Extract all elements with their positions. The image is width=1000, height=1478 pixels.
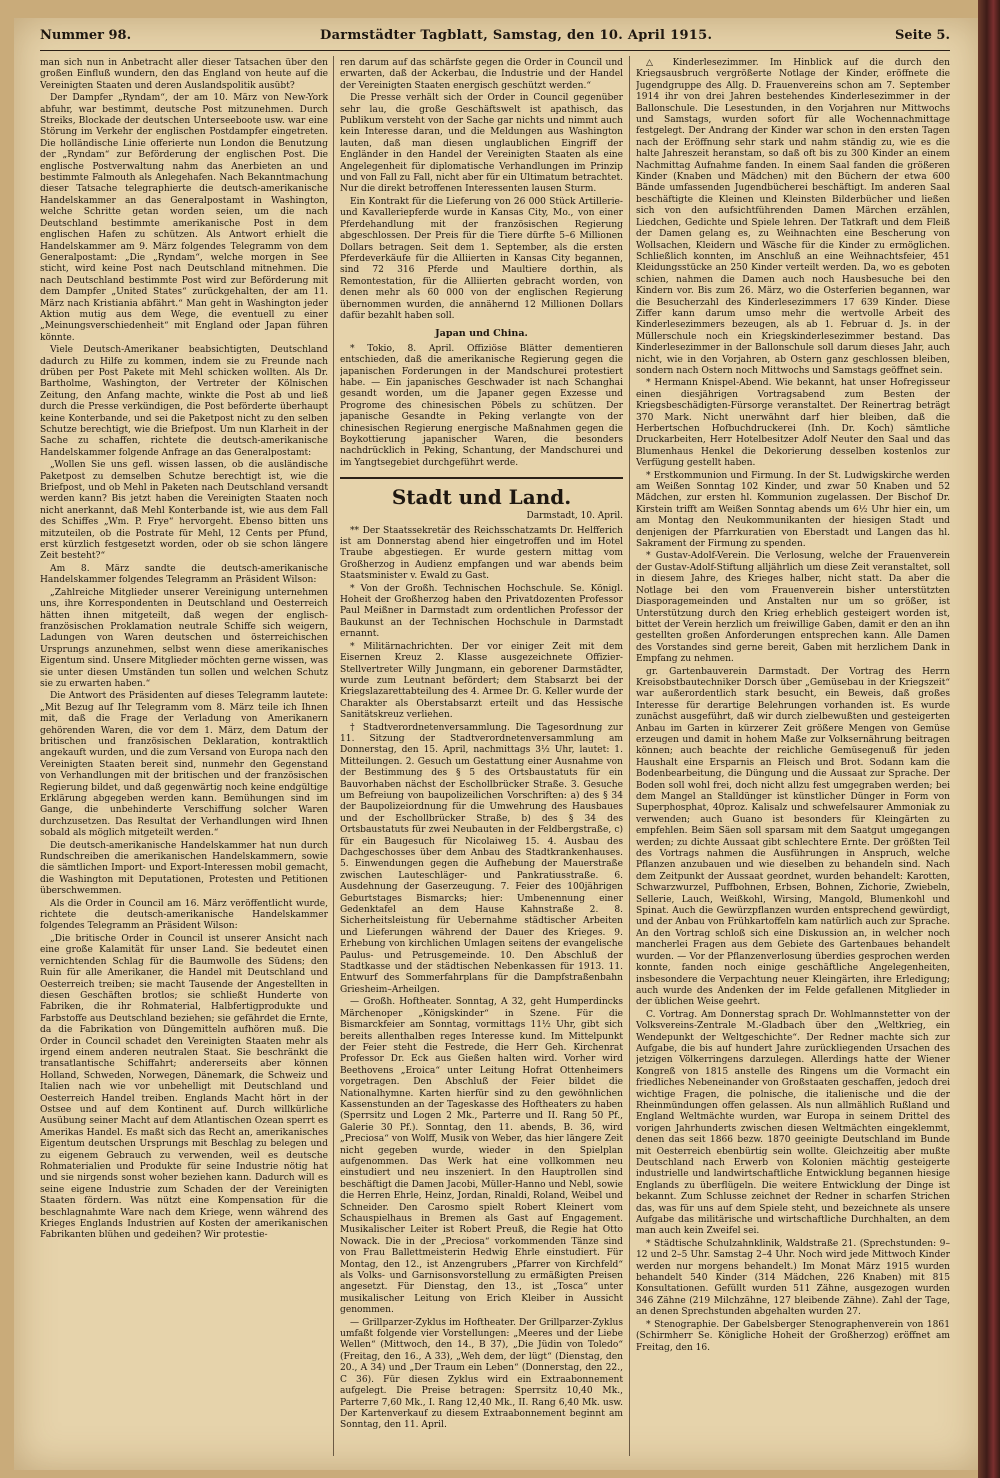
paragraph: ** Der Staatssekretär des Reichsschatzamts Dr. Helfferich ist am Donnerstag abend hier eingetroffen und im Hotel Traube abgestiegen. Er wurde gestern mittag vom Großherzog in Audienz empfangen und war abends beim Staatsminister v. Ewald zu Gast. bbox=[340, 525, 623, 582]
column-2 bbox=[340, 58, 623, 1453]
page-number: Seite 5. bbox=[895, 28, 950, 43]
paragraph: C. Vortrag. Am Donnerstag sprach Dr. Wohlmannstetter von der Volksvereins-Zentrale M.-Gladbach über den „Weltkrieg, ein Wendepunkt der Weltgeschichte“. Der Redner machte sich zur Aufgabe, die bis auf hundert Jahre zurückliegenden Ursachen des jetzigen Völkerringens darzulegen. Allerdings hatte der Wiener Kongreß von 1815 anstelle des Ringens um die Vormacht ein friedliches Nebeneinander von Großstaaten geschaffen, jedoch drei wichtige Fragen, die polnische, die italienische und die der Rheinmündungen offen gelassen. Als nun allmählich Rußland und England Weltmächte wurden, war Europa in seinem Drittel des vorigen Jahrhunderts zwischen diesen Weltmächten eingeklemmt, denen das seit 1866 bezw. 1870 geeinigte Deutschland im Bunde mit Oesterreich ebenbürtig sein wollte. Gleichzeitig aber mußte Deutschland nach Erwerb von Kolonien mächtig gesteigerte industrielle und landwirtschaftliche Entwicklung begannen hiesige Englands zu überflügeln. Die weitere Entwicklung der Dinge ist bekannt. Zum Schlusse zeichnet der Redner in scharfen Strichen das, was für uns auf dem Spiele steht, und bezeichnete als unsere Aufgabe das militärische und wirtschaftliche Durchhalten, an dem man auch kein Zweifel sei. bbox=[636, 1009, 950, 1237]
paragraph: △ Kinderlesezimmer. Im Hinblick auf die durch den Kriegsausbruch vergrößerte Notlage der Kinder, eröffnete die Jugendgruppe des Allg. D. Frauenvereins schon am 7. September 1914 ihr von drei Jahren bestehendes Kinderlesezimmer in der Ballonschule. Die Lesestunden, in den Vorjahren nur Mittwochs und Samstags, wurden sofort für alle Wochennachmittage festgelegt. Der Andrang der Kinder war schon in den ersten Tagen nach der Eröffnung sehr stark und nahm ständig zu, wie es die halte Jahreszeit heranstam, so daß oft bis zu 300 Kinder an einem Nachmittag Aufnahme fanden. In einem Saal fanden die größeren Kinder (Knaben und Mädchen) mit den Büchern der etwa 600 Bände umfassenden Jugendbücherei beschäftigt. Im anderen Saal beschäftigte die Kleinen und Kleinsten Bilderbücher und ließen sich von den aufsichtführenden Damen Märchen erzählen, Liedchen, Gedichte und Spiele lehren. Der Tatkraft und dem Fleiß der Damen gelang es, zu Weihnachten eine Bescherung von Wollsachen, Kleidern und Wäsche für die Kinder zu ermöglichen. Schließlich konnten, im Anschluß an eine Weihnachtsfeier, 451 Kleidungsstücke an 250 Kinder verteilt werden. Da, wo es geboten schien, nahmen die Damen auch noch Hausbesuche bei den Kindern vor. Bis zum 26. März, wo die Osterferien begannen, war die Besucherzahl des Kinderlesezimmers 17 639 Kinder. Diese Ziffer kann darum umso mehr die wertvolle Arbeit des Kinderlesezimmers bezeugen, als ab 1. Februar d. Js. in der Müllerschule noch ein Kriegskinderlesezimmer bestand. Das Kinderlesezimmer in der Ballonschule soll darum dieses Jahr, auch nicht, wie in den Vorjahren, ab Ostern ganz geschlossen bleiben, sondern nach Ostern noch Mittwochs und Samstags geöffnet sein. bbox=[636, 58, 950, 376]
masthead: Darmstädter Tagblatt, Samstag, den 10. April 1915. bbox=[320, 28, 713, 43]
paragraph: * Von der Großh. Technischen Hochschule. Se. Königl. Hoheit der Großherzog haben den Privatdozenten Professor Paul Meißner in Darmstadt zum ordentlichen Professor der Baukunst an der Technischen Hochschule in Darmstadt ernannt. bbox=[340, 583, 623, 640]
column-1 bbox=[40, 58, 328, 1453]
page-header bbox=[40, 28, 950, 51]
book-spine bbox=[978, 0, 1000, 1478]
section-heading-stadt-und-land: Stadt und Land. bbox=[340, 477, 623, 509]
paragraph: * Gustav-Adolf-Verein. Die Verlosung, welche der Frauenverein der Gustav-Adolf-Stiftung alljährlich um diese Zeit veranstaltet, soll in diesem Jahre, des Krieges halber, nicht statt. Da aber die Notlage bei den vom Frauenverein bisher unterstützten Diasporagemeinden und Anstalten nur um so größer, ist Unterstützung durch den Krieg erheblich gesteigert worden ist, bittet der Verein herzlich um freiwillige Gaben, damit er den an ihn gestellten großen Anforderungen entsprechen kann. Alle Damen des Vorstandes sind gerne bereit, Gaben mit herzlichem Dank in Empfang zu nehmen. bbox=[636, 551, 950, 665]
paragraph: — Grillparzer-Zyklus im Hoftheater. Der Grillparzer-Zyklus umfaßt folgende vier Vorstellungen: „Meeres und der Liebe Wellen“ (Mittwoch, den 14., B 37), „Die Jüdin von Toledo“ (Freitag, den 16., A 33), „Weh dem, der lügt“ (Dienstag, den 20., A 34) und „Der Traum ein Leben“ (Donnerstag, den 22., C 36). Für diesen Zyklus wird ein Extraabonnement aufgelegt. Die Preise betragen: Sperrsitz 10,40 Mk., Parterre 7,60 Mk., I. Rang 12,40 Mk., II. Rang 6,40 Mk. usw. Der Kartenverkauf zu diesem Extraabonnement beginnt am Sonntag, den 11. April. bbox=[340, 1317, 623, 1431]
paragraph: Der Dampfer „Ryndam“, der am 10. März von New-York abfuhr, war bestimmt, deutsche Post mitzunehmen. Durch Streiks, Blockade der deutschen Unterseeboote usw. war eine Störung im Verkehr der englischen Postdampfer eingetreten. Die holländische Linie offerierte nun London die Benutzung der „Ryndam“ zur Beförderung der englischen Post. Die englische Postverwaltung nahm das Anerbieten an und bestimmte Falmouth als Anlegehafen. Nach Bekanntmachung dieser Tatsache telegraphierte die deutsch-amerikanische Handelskammer an das Generalpostamt in Washington, welche Schritte getan worden seien, um die nach Deutschland bestimmte amerikanische Post in dem englischen Hafen zu schützen. Als Antwort erhielt die Handelskammer am 9. März folgendes Telegramm von dem Generalpostamt: „Die „Ryndam“, welche morgen in See sticht, wird keine Post nach Deutschland mitnehmen. Die nach Deutschland bestimmte Post wird zur Beförderung mit dem Dampfer „United States“ zurückgehalten, der am 11. März nach Kristiania abfährt.“ Man geht in Washington jeder Aktion mutig aus dem Wege, die eventuell zu einer „Meinungsverschiedenheit“ mit England oder Japan führen könnte. bbox=[40, 93, 328, 343]
column-rule bbox=[629, 56, 630, 1456]
column-rule bbox=[333, 56, 334, 1456]
paragraph: Die Antwort des Präsidenten auf dieses Telegramm lautete: „Mit Bezug auf Ihr Telegramm vom 8. März teile ich Ihnen mit, daß die Frage der Verladung von Amerikanern gehörenden Waren, die vor dem 1. März, dem Datum der britischen und französischen Deklaration, kontraktlich angekauft wurden, und die zum Versand von Europa nach den Vereinigten Staaten bereit sind, nunmehr den Gegenstand von Verhandlungen mit der britischen und der französischen Regierung bildet, und daß gegenwärtig noch keine endgültige Erklärung abgegeben werden kann. Bemühungen sind im Gange, die unbehinderte Verschiffung solcher Waren durchzusetzen. Das Resultat der Verhandlungen wird Ihnen sobald als möglich mitgeteilt werden.“ bbox=[40, 691, 328, 839]
paragraph: ren darum auf das schärfste gegen die Order in Council und erwarten, daß der Ackerbau, die Industrie und der Handel der Vereinigten Staaten energisch geschützt werden.“ bbox=[340, 58, 623, 91]
paragraph: † Stadtverordnetenversammlung. Die Tagesordnung zur 11. Sitzung der Stadtverordnetenversammlung am Donnerstag, den 15. April, nachmittags 3½ Uhr, lautet: 1. Mitteilungen. 2. Gesuch um Gestattung einer Ausnahme von der Bestimmung des § 5 des Ortsbaustatuts für ein Bauvorhaben nächst der Eschollbrücker Straße. 3. Gesuche um Befreiung von baupolizeilichen Vorschriften: a) des § 34 der Baupolizeiordnung für die Umwehrung des Hausbaues und der Eschollbrücker Straße, b) des § 34 des Ortsbaustatuts für zwei Neubauten in der Feldbergstraße, c) für ein Baugesuch für Nicolaiweg 15. 4. Ausbau des Dachgeschosses über dem Anbau des Stadtkrankenhauses. 5. Einwendungen gegen die Aufhebung der Mauerstraße zwischen Lauteschläger- und Pankratiusstraße. 6. Ausdehnung der Gaserzeugung. 7. Feier des 100jährigen Geburtstages Bismarcks; hier: Umbenennung einer Gedenktafel an dem Hause Kahnstraße 2. 8. Sicherheitsleistung für Uebernahme städtischer Arbeiten und Lieferungen während der Dauer des Krieges. 9. Erhebung von kirchlichen Umlagen seitens der evangelische Paulus- und Petrusgemeinde. 10. Den Abschluß der Stadtkasse und der städtischen Nebenkassen für 1913. 11. Entwurf des Sommerfahrplans für die Dampfstraßenbahn Griesheim–Arheilgen. bbox=[340, 722, 623, 995]
paragraph: Als die Order in Council am 16. März veröffentlicht wurde, richtete die deutsch-amerikanische Handelskammer folgendes Telegramm an Präsident Wilson: bbox=[40, 898, 328, 932]
paragraph: * Erstkommunion und Firmung. In der St. Ludwigskirche werden am Weißen Sonntag 102 Kinder, und zwar 50 Knaben und 52 Mädchen, zur ersten hl. Kommunion zugelassen. Der Bischof Dr. Kirstein trifft am Weißen Sonntag abends um 6½ Uhr hier ein, um am Montag den Neukommunikanten der hiesigen Stadt und denjenigen der Pfarrkuratien von Eberstadt und Langen das hl. Sakrament der Firmung zu spenden. bbox=[636, 470, 950, 550]
paragraph: gr. Gartenbauverein Darmstadt. Der Vortrag des Herrn Kreisobstbautechniker Dorsch über „Gemüsebau in der Kriegszeit“ war außerordentlich stark besucht, ein Beweis, daß großes Interesse für derartige Belehrungen vorhanden ist. Es wurde zunächst ausgeführt, daß wir durch zielbewußten und gesteigerten Anbau im Garten in kürzerer Zeit größere Mengen von Gemüse erzeugen und damit in hohem Maße zur Volksernährung beitragen können; auch beachte der reichliche Gemüsegenuß für jeden Haushalt eine Ersparnis an Fleisch und Brot. Sodann kam die Bodenbearbeitung, die Düngung und die Aussaat zur Sprache. Der Boden soll wohl frei, doch nicht allzu fest umgegraben werden; bei dem Mangel an Stalldünger ist künstlicher Dünger in Form von Superphosphat, 40proz. Kalisalz und schwefelsaurer Ammoniak zu verwenden; auch Guano ist besonders für Kleingärten zu empfehlen. Beim Säen soll sparsam mit dem Saatgut umgegangen werden; zu dichte Aussaat gibt schlechtere Ernte. Der größten Teil des Vortrags nahmen die Ausführungen in Anspruch, welche Pflanzen anzubauen und wie dieselben zu behandeln sind. Nach dem Zeitpunkt der Aussaat geordnet, wurden behandelt: Karotten, Schwarzwurzel, Puffbohnen, Erbsen, Bohnen, Zichorie, Zwiebeln, Sellerie, Lauch, Weißkohl, Wirsing, Mangold, Blumenkohl und Spinat. Auch die Gewürzpflanzen wurden entsprechend gewürdigt, und der Anbau von Frühkartoffeln kam natürlich auch zur Sprache. An den Vortrag schloß sich eine Diskussion an, in welcher noch mancherlei Fragen aus dem Gebiete des Gartenbaues behandelt wurden. — Vor der Pflanzenverlosung überdies gesprochen werden konnte, fanden noch einige geschäftliche Angelegenheiten, insbesondere die Verpachtung neuer Kleingärten, ihre Erledigung; auch wurde des Andenken der im Felde gefallenen Mitglieder in der üblichen Weise geehrt. bbox=[636, 666, 950, 1008]
column-3 bbox=[636, 58, 950, 1453]
paragraph: Die deutsch-amerikanische Handelskammer hat nun durch Rundschreiben die amerikanischen Handelskammern, sowie die sämtlichen Import- und Export-Interessen mobil gemacht, die Washington mit Deputationen, Protesten und Petitionen überschwemmen. bbox=[40, 840, 328, 897]
issue-number: Nummer 98. bbox=[40, 28, 132, 43]
paragraph: * Stenographie. Der Gabelsberger Stenographenverein von 1861 (Schirmherr Se. Königliche Hoheit der Großherzog) eröffnet am Freitag, den 16. bbox=[636, 1319, 950, 1353]
paragraph: „Wollen Sie uns gefl. wissen lassen, ob die ausländische Paketpost zu demselben Schutze berechtigt ist, wie die Briefpost, und ob Mehl in Paketen nach Deutschland versandt werden kann? Bis jetzt haben die Vereinigten Staaten noch nicht anerkannt, daß Mehl Konterbande ist, wie aus dem Fall des Schiffes „Wm. P. Frye“ hervorgeht. Ebenso bitten uns mitzuteilen, ob die Postrate für Mehl, 12 Cents per Pfund, erst kürzlich festgesetzt worden, oder ob sie schon längere Zeit besteht?“ bbox=[40, 460, 328, 562]
paragraph: * Hermann Knispel-Abend. Wie bekannt, hat unser Hofregisseur einen diesjährigen Vortragsabend zum Besten der Kriegsbeschädigten-Fürsorge veranstaltet. Der Reinertrag beträgt 370 Mark. Nicht unerwähnt darf hier bleiben, daß die Herbertschen Hofbuchdruckerei (Inh. Dr. Koch) sämtliche Druckarbeiten, Herr Hotelbesitzer Adolf Neuter den Saal und das Blumenhaus Henkel die Dekorierung desselben kostenlos zur Verfügung gestellt haben. bbox=[636, 378, 950, 469]
paragraph: Die Presse verhält sich der Order in Council gegenüber sehr lau, die große Geschäftswelt ist apathisch, das Publikum versteht von der Sache gar nichts und nimmt auch kein Interesse daran, und die Meldungen aus Washington lauten, daß man diesen unglaublichen Eingriff der Engländer in den Handel der Vereinigten Staaten als eine Angelegenheit für diplomatische Verhandlungen im Prinzip und von Fall zu Fall, nicht aber für ein Ultimatum betrachtet. Nur die direkt betroffenen Interessenten lausen Sturm. bbox=[340, 93, 623, 195]
paragraph: „Die britische Order in Council ist unserer Ansicht nach eine große Kalamität für unser Land. Sie bedeutet einen vernichtenden Schlag für die Baumwolle des Südens; den Ruin für alle Amerikaner, die Handel mit Deutschland und Oesterreich treiben; sie macht Tausende der Angestellten in diesen Geschäften brotlos; sie schließt Hunderte von Fabriken, die ihr Rohmaterial, Halbfertigprodukte und Farbstoffe aus Deutschland beziehen; sie gefährdet die Ernte, da die Fabrikation von Düngemitteln aufhören muß. Die Order in Council schadet den Vereinigten Staaten mehr als irgend einem anderen neutralen Staat. Sie beschränkt die transatlantische Schiffahrt; andererseits aber können Holland, Schweden, Norwegen, Dänemark, die Schweiz und Italien nach wie vor unbehelligt mit Deutschland und Oesterreich Handel treiben. Englands Macht hört in der Ostsee und auf dem Kontinent auf. Durch willkürliche Ausübung seiner Macht auf dem Atlantischen Ozean sperrt es Amerikas Handel. Es maßt sich das Recht an, amerikanisches Eigentum deutschen Ursprungs mit Beschlag zu belegen und zu eigenem Gebrauch zu verwenden, weil es deutsche Rohmaterialien und Produkte für seine Industrie nötig hat und sie nirgends sonst woher beziehen kann. Dadurch will es seine eigene Industrie zum Schaden der der Vereinigten Staaten fördern. Was nützt eine Kompensation für die beschlagnahmte Ware nach dem Kriege, wenn während des Krieges Englands Industrien auf Kosten der amerikanischen Fabrikanten blühen und gedeihen? Wir protestie- bbox=[40, 933, 328, 1241]
section-heading-japan: Japan und China. bbox=[435, 328, 528, 340]
paragraph: Ein Kontrakt für die Lieferung von 26 000 Stück Artillerie- und Kavalleriepferde wurde in Kansas City, Mo., von einer Pferdehandlung mit der französischen Regierung abgeschlossen. Der Preis für die Tiere dürfte 5–6 Millionen Dollars betragen. Seit dem 1. September, als die ersten Pferdeverkäufe für die Alliierten in Kansas City begannen, sind 72 316 Pferde und Maultiere dorthin, als Remontestation, für die Alliierten gebracht worden, von denen mehr als 60 000 von der englischen Regierung übernommen wurden, die annähernd 12 Millionen Dollars dafür bezahlt haben soll. bbox=[340, 196, 623, 321]
paragraph: * Städtische Schulzahnklinik, Waldstraße 21. (Sprechstunden: 9–12 und 2–5 Uhr. Samstag 2–4 Uhr. Noch wird jede Mittwoch Kinder werden nur morgens behandelt.) Im Monat März 1915 wurden behandelt 540 Kinder (314 Mädchen, 226 Knaben) mit 815 Konsultationen. Gefüllt wurden 511 Zähne, ausgezogen wurden 346 Zähne (219 Milchzähne, 127 bleibende Zähne). Zahl der Tage, an denen Sprechstunden abgehalten wurden 27. bbox=[636, 1238, 950, 1318]
paragraph: — Großh. Hoftheater. Sonntag, A 32, geht Humperdincks Märchenoper „Königskinder“ in Szene. Für die Bismarckfeier am Sonntag, vormittags 11½ Uhr, gibt sich bereits allenthalben reges Interesse kund. Im Mittelpunkt der Feier steht die Festrede, die Herr Geh. Kirchenrat Professor Dr. Eck aus Gießen halten wird. Vorher wird Beethovens „Eroica“ unter Leitung Hofrat Ottenheimers vorgetragen. Den Abschluß der Feier bildet die Nationalhymne. Karten hierfür sind zu den gewöhnlichen Kassenstunden an der Tageskasse des Hoftheaters zu haben (Sperrsitz und Logen 2 Mk., Parterre und II. Rang 50 Pf., Galerie 30 Pf.). Sonntag, den 11. abends, B. 36, wird „Preciosa“ von Wolff, Musik von Weber, das hier längere Zeit nicht gegeben wurde, wieder in den Spielplan aufgenommen. Das Werk hat eine vollkommen neu einstudiert und neu inszeniert. In den Hauptrollen sind beschäftigt die Damen Jacobi, Müller-Hanno und Nebl, sowie die Herren Ehrle, Heinz, Jordan, Rinaldi, Roland, Weibel und Schneider. Den Carosmo spielt Robert Kleinert vom Schauspielhaus in Bremen als Gast auf Engagement. Musikalischer Leiter ist Robert Preuß, die Regie hat Otto Nowack. Die in der „Preciosa“ vorkommenden Tänze sind von Frau Ballettmeisterin Hedwig Ehrle einstudiert. Für Montag, den 12., ist Anzengrubers „Pfarrer von Kirchfeld“ als Volks- und Garnisonsvorstellung zu ermäßigten Preisen angesetzt. Für Dienstag, den 13., ist „Tosca“ unter musikalischer Leitung von Erich Kleiber in Aussicht genommen. bbox=[340, 997, 623, 1316]
paragraph: Viele Deutsch-Amerikaner beabsichtigten, Deutschland dadurch zu Hilfe zu kommen, indem sie zu Freunde nach drüben per Post Pakete mit Mehl schicken wollten. Als Dr. Bartholme, Washington, der Vertreter der Kölnischen Zeitung, den Anfang machte, winkte die Post ab und ließ durch die Presse verkündigen, die Post beförderte überhaupt keine Konterbande, und sei die Paketpost nicht zu den selben Schutze berechtigt, wie die Briefpost. Um nun Klarheit in der Sache zu schaffen, richtete die deutsch-amerikanische Handelskammer folgende Anfrage an das Generalpostamt: bbox=[40, 345, 328, 458]
paragraph: Am 8. März sandte die deutsch-amerikanische Handelskammer folgendes Telegramm an Präsident Wilson: bbox=[40, 563, 328, 586]
paragraph: man sich nun in Anbetracht aller dieser Tatsachen über den großen Einfluß wundern, den das England von heute auf die Vereinigten Staaten und deren Auslandspolitik ausübt? bbox=[40, 58, 328, 91]
paragraph: * Tokio, 8. April. Offiziöse Blätter dementieren entschieden, daß die amerikanische Regierung gegen die japanischen Forderungen in der Mandschurei protestiert habe. — Ein japanisches Geschwader ist nach Schanghai gesandt worden, um die Japaner gegen Exzesse und Progrome des chinesischen Pöbels zu schützen. Der japanische Gesandte in Peking verlangte von der chinesischen Regierung energische Maßnahmen gegen die Boykottierung japanischer Waren, die besonders nachdrücklich in Peking, Schantung, der Mandschurei und im Yangtsegebiet durchgeführt werde. bbox=[340, 343, 623, 468]
paragraph: * Militärnachrichten. Der vor einiger Zeit mit dem Eisernen Kreuz 2. Klasse ausgezeichnete Offizier-Stellvertreter Willy Jungmann, ein geborener Darmstädter, wurde zum Leutnant befördert; dem Stabsarzt bei der Kriegslazarettabteilung des 4. Armee Dr. G. Keller wurde der Charakter als Oberstabsarzt erteilt und das Hessische Sanitätskreuz verliehen. bbox=[340, 641, 623, 721]
paragraph: „Zahlreiche Mitglieder unserer Vereinigung unternehmen uns, ihre Korrespondenten in Deutschland und Oesterreich hätten ihnen mitgeteilt, daß wegen der englisch-französischen Proklamation neutrale Schiffe sich weigern, Ladungen von Waren deutschen und österreichischen Ursprungs anzunehmen, selbst wenn diese amerikanisches Eigentum sind. Unsere Mitglieder möchten gerne wissen, was sie unter diesen Umständen tun sollen und welchen Schutz sie zu erwarten haben.“ bbox=[40, 587, 328, 689]
dateline: Darmstadt, 10. April. bbox=[526, 511, 623, 522]
